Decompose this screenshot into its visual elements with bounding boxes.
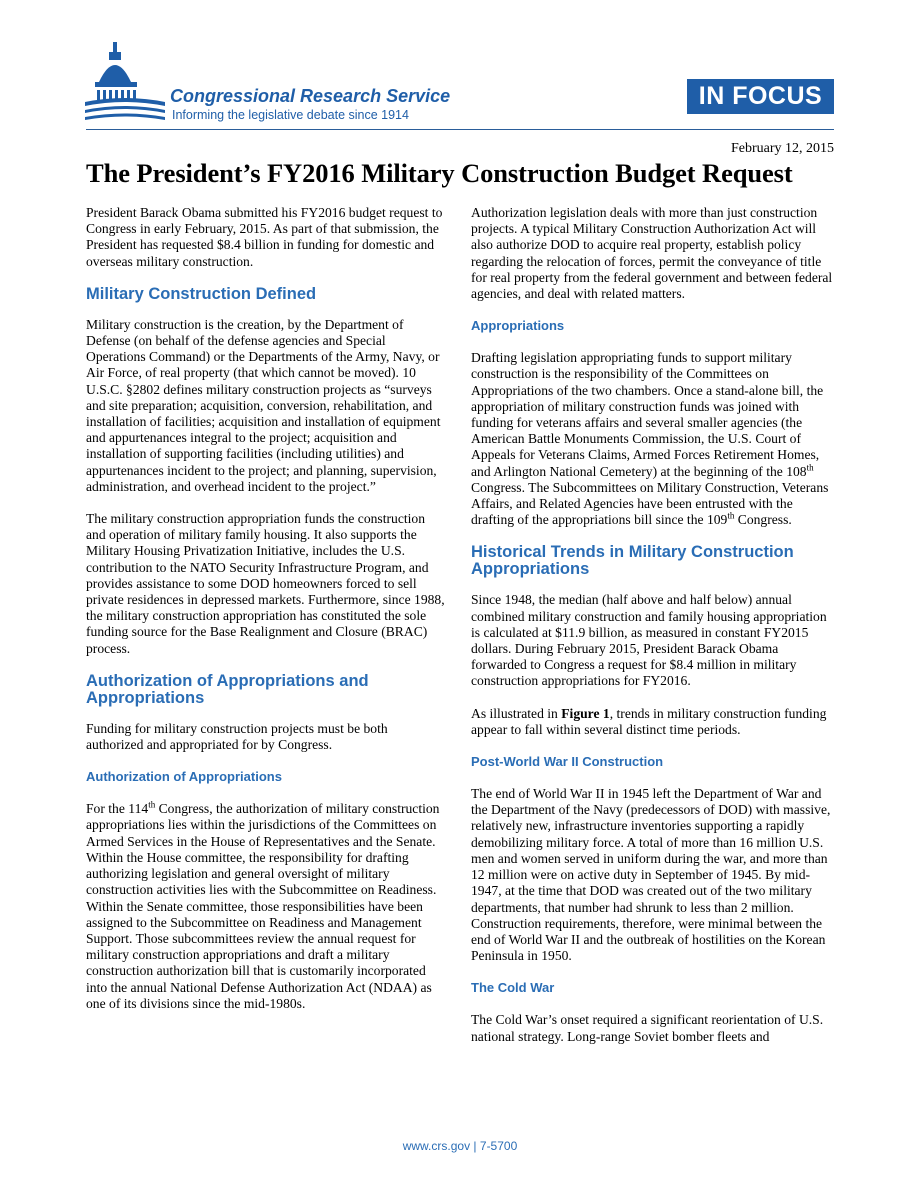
subheading-authorization-of-appropriations: Authorization of Appropriations [86, 769, 282, 785]
page-title: The President’s FY2016 Military Construction Budget Request [86, 158, 793, 188]
footer-site-link[interactable]: www.crs.gov [402, 1139, 471, 1153]
appropriations-paragraph: Drafting legislation appropriating funds to support military construction is the responsibility of the Committees on Appropriations of the two chambers. Once a stand-alone bill, the appropriation of military construction funds was joined with funding for veterans affairs and several smaller agencies (the American Battle Monuments Commission, the U.S. Court of Appeals for Veterans Claims, Armed Forces Retirement Homes, and Arlington National Cemetery) at the beginning of the 108th Congress. The Subcommittees on Military Construction, Veterans Affairs, and Related Agencies have been entrusted with the drafting of the appropriations bill since the 109th Congress. [471, 350, 829, 528]
org-tagline: Informing the legislative debate since 1914 [172, 108, 409, 122]
right-column [471, 205, 835, 1061]
cold-war-paragraph: The Cold War’s onset required a significant reorientation of U.S. national strategy. Long-range Soviet bomber fleets and [471, 1012, 824, 1044]
authorization-intro-paragraph: Funding for military construction projects must be both authorized and appropriated for by Congress. [86, 720, 388, 753]
authorization-legislation-paragraph: Authorization legislation deals with more than just construction projects. A typical Military Construction Authorization Act will also authorize DOD to acquire real property, establish policy regarding the relocation of forces, permit the conveyance of title for real property from the federal government and between federal agencies, and deal with related matters. [471, 205, 833, 302]
footer [0, 1139, 920, 1153]
congress-114-paragraph: For the 114th Congress, the authorization of military construction appropriations lies within the jurisdictions of the Committees on Armed Services in the House of Representatives and the Senate. Within the House committee, the responsibility for drafting authorizing legislation and general oversight of military construction activities lies with the Subcommittee on Readiness. Within the Senate committee, those responsibilities have been assigned to the Subcommittee on Readiness and Management Support. Those subcommittees review the annual request for military construction appropriations and draft a military construction authorization bill that is customarily incorporated into the annual National Defense Authorization Act (NDAA) as one of its divisions since the mid-1980s. [86, 799, 440, 1011]
in-focus-badge: IN FOCUS [687, 79, 834, 114]
footer-separator: | [473, 1139, 477, 1153]
footer-code: 7-5700 [479, 1139, 518, 1153]
subheading-appropriations: Appropriations [471, 318, 565, 334]
header-divider [86, 129, 834, 130]
intro-paragraph: President Barack Obama submitted his FY2016 budget request to Congress in early February, 2015. As part of that submission, the President has requested $8.4 billion in funding for domestic and overseas military construction. [86, 205, 443, 269]
subheading-cold-war: The Cold War [471, 980, 555, 996]
subheading-post-world-war-ii: Post-World War II Construction [471, 754, 664, 770]
figure-reference-paragraph: As illustrated in Figure 1, trends in military construction funding appear to fall within several distinct time periods. [471, 705, 827, 737]
postwar-paragraph: The end of World War II in 1945 left the Department of War and the Department of the Navy (predecessors of DOD) with massive, relatively new, infrastructure inventories supporting a rapidly demobilizing military force. A total of more than 16 million U.S. men and women served in uniform during the war, and more than 12 million were on active duty in September of 1945. By mid-1947, at the time that DOD was created out of the two military departments, that number had shrunk to less than 2 million. Construction requirements, therefore, were minimal between the end of World War II and the outbreak of hostilities on the Korean Peninsula in 1950. [471, 786, 831, 964]
left-column [86, 205, 448, 1028]
definition-paragraph: Military construction is the creation, by the Department of Defense (on behalf of the defense agencies and Special Operations Command) or the Departments of the Army, Navy, or Air Force, of real property (that which cannot be moved). 10 U.S.C. §2802 defines military construction projects as “surveys and site preparation; acquisition, conversion, rehabilitation, and installation of facilities; acquisition and installation of equipment and appurtenances integral to the project; acquisition and installation of supporting facilities (including utilities) and appurtenances incident to the project; and planning, supervision, administration, and overhead incident to the project.” [86, 316, 441, 494]
heading-authorization-and-appropriations: Authorization of Appropriations and Appropriations [86, 671, 369, 707]
publication-date: February 12, 2015 [730, 141, 834, 156]
trends-paragraph: Since 1948, the median (half above and half below) annual combined military construction and family housing appropriation is calculated at $11.9 billion, as measured in constant FY2015 dollars. During February 2015, President Barack Obama forwarded to Congress a request for $8.4 million in military construction appropriations for FY2016. [471, 592, 827, 689]
figure-1-link: Figure 1 [561, 705, 610, 721]
appropriation-paragraph: The military construction appropriation funds the construction and operation of military family housing. It also supports the Military Housing Privatization Initiative, includes the U.S. contribution to the NATO Security Infrastructure Program, and provides assistance to some DOD homeowners forced to sell private residences in depressed markets. Furthermore, since 1988, the military construction appropriation has constituted the sole funding source for the Base Realignment and Closure (BRAC) process. [86, 511, 445, 656]
heading-military-construction-defined: Military Construction Defined [86, 284, 317, 303]
org-name: Congressional Research Service [170, 86, 451, 106]
heading-historical-trends: Historical Trends in Military Construction Appropriations [471, 543, 794, 579]
